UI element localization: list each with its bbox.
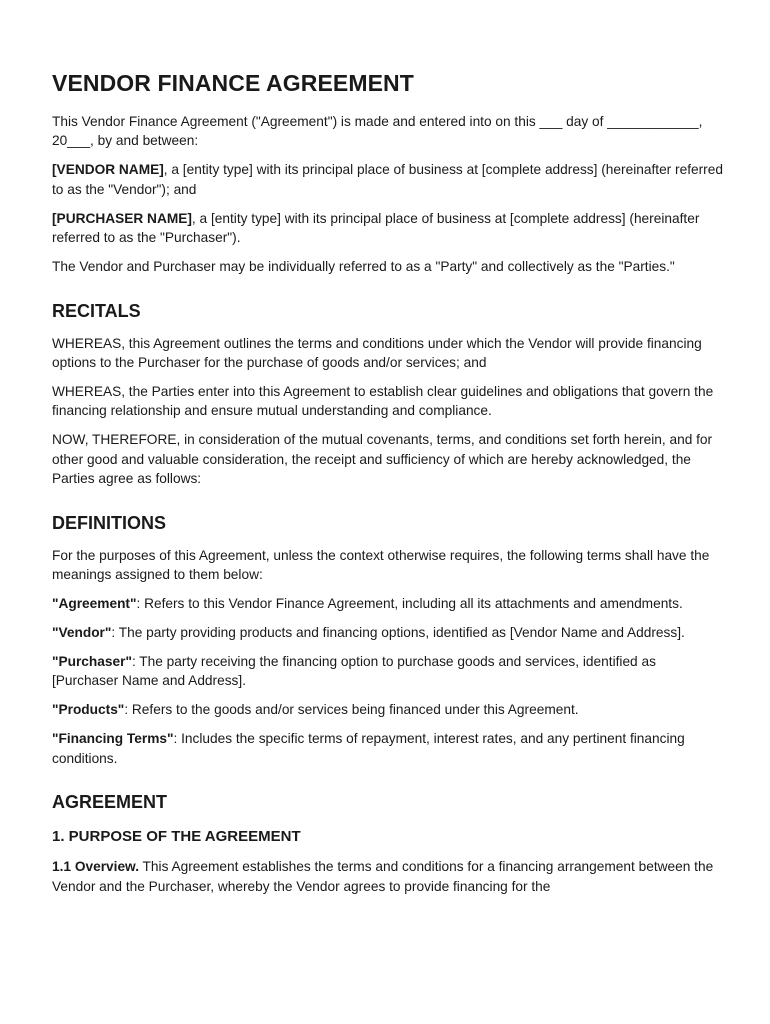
definition-item bbox=[52, 700, 724, 719]
purchaser-name-placeholder: [PURCHASER NAME] bbox=[52, 210, 192, 226]
recital-paragraph-1: WHEREAS, this Agreement outlines the terms and conditions under which the Vendor will provide financing options to the Purchaser for the purchase of goods and/or services; and bbox=[52, 335, 702, 371]
definition-term: "Agreement" bbox=[52, 596, 137, 612]
definitions-intro: For the purposes of this Agreement, unless the context otherwise requires, the following terms shall have the meanings assigned to them below: bbox=[52, 547, 710, 583]
vendor-party-text: , a [entity type] with its principal place of business at [complete address] (hereinafter referred to as the "Vendor"); and bbox=[52, 162, 723, 197]
document-page bbox=[52, 66, 724, 906]
overview-text: This Agreement establishes the terms and conditions for a financing arrangement between the Vendor and the Purchaser, whereby the Vendor agrees to provide financing for the bbox=[52, 859, 714, 894]
definition-item bbox=[52, 652, 724, 691]
definition-text: : Refers to the goods and/or services being financed under this Agreement. bbox=[124, 702, 579, 718]
purchaser-party-text: , a [entity type] with its principal place of business at [complete address] (hereinafter referred to as the "Purchaser"). bbox=[52, 210, 700, 246]
definition-item bbox=[52, 623, 724, 642]
definition-text: : Includes the specific terms of repayment, interest rates, and any pertinent financing conditions. bbox=[52, 731, 685, 766]
parties-paragraph: The Vendor and Purchaser may be individually referred to as a "Party" and collectively as the "Parties." bbox=[52, 259, 675, 275]
recitals-heading: RECITALS bbox=[52, 300, 141, 321]
definition-term: "Products" bbox=[52, 702, 125, 718]
definition-item bbox=[52, 729, 724, 768]
vendor-party-paragraph bbox=[52, 160, 724, 199]
overview-label: 1.1 Overview. bbox=[52, 859, 139, 875]
definition-term: "Vendor" bbox=[52, 625, 112, 641]
recital-paragraph-2: WHEREAS, the Parties enter into this Agreement to establish clear guidelines and obligations that govern the financing relationship and ensure mutual understanding and compliance. bbox=[52, 384, 714, 419]
agreement-heading: AGREEMENT bbox=[52, 792, 168, 813]
definition-item bbox=[52, 594, 724, 613]
recital-paragraph-3: NOW, THEREFORE, in consideration of the mutual covenants, terms, and conditions set forth herein, and for other good and valuable consideration, the receipt and sufficiency of which are hereby acknowledged, the Parties agree as follows: bbox=[52, 432, 713, 487]
overview-paragraph bbox=[52, 857, 724, 896]
purchaser-party-paragraph bbox=[52, 209, 724, 248]
definition-text: : Refers to this Vendor Finance Agreement, including all its attachments and amendments. bbox=[136, 596, 683, 612]
definitions-heading: DEFINITIONS bbox=[52, 512, 167, 533]
document-title: VENDOR FINANCE AGREEMENT bbox=[52, 70, 414, 96]
section-1-heading: 1. PURPOSE OF THE AGREEMENT bbox=[52, 828, 301, 846]
definition-term: "Purchaser" bbox=[52, 654, 132, 670]
definition-term: "Financing Terms" bbox=[52, 731, 174, 747]
intro-paragraph: This Vendor Finance Agreement ("Agreement") is made and entered into on this ___ day of ____________, 20___, by and between: bbox=[52, 114, 703, 149]
vendor-name-placeholder: [VENDOR NAME] bbox=[52, 162, 164, 178]
definition-text: : The party providing products and financing options, identified as [Vendor Name and Address]. bbox=[111, 625, 685, 641]
definition-text: : The party receiving the financing option to purchase goods and services, identified as [Purchaser Name and Address]. bbox=[52, 654, 656, 689]
